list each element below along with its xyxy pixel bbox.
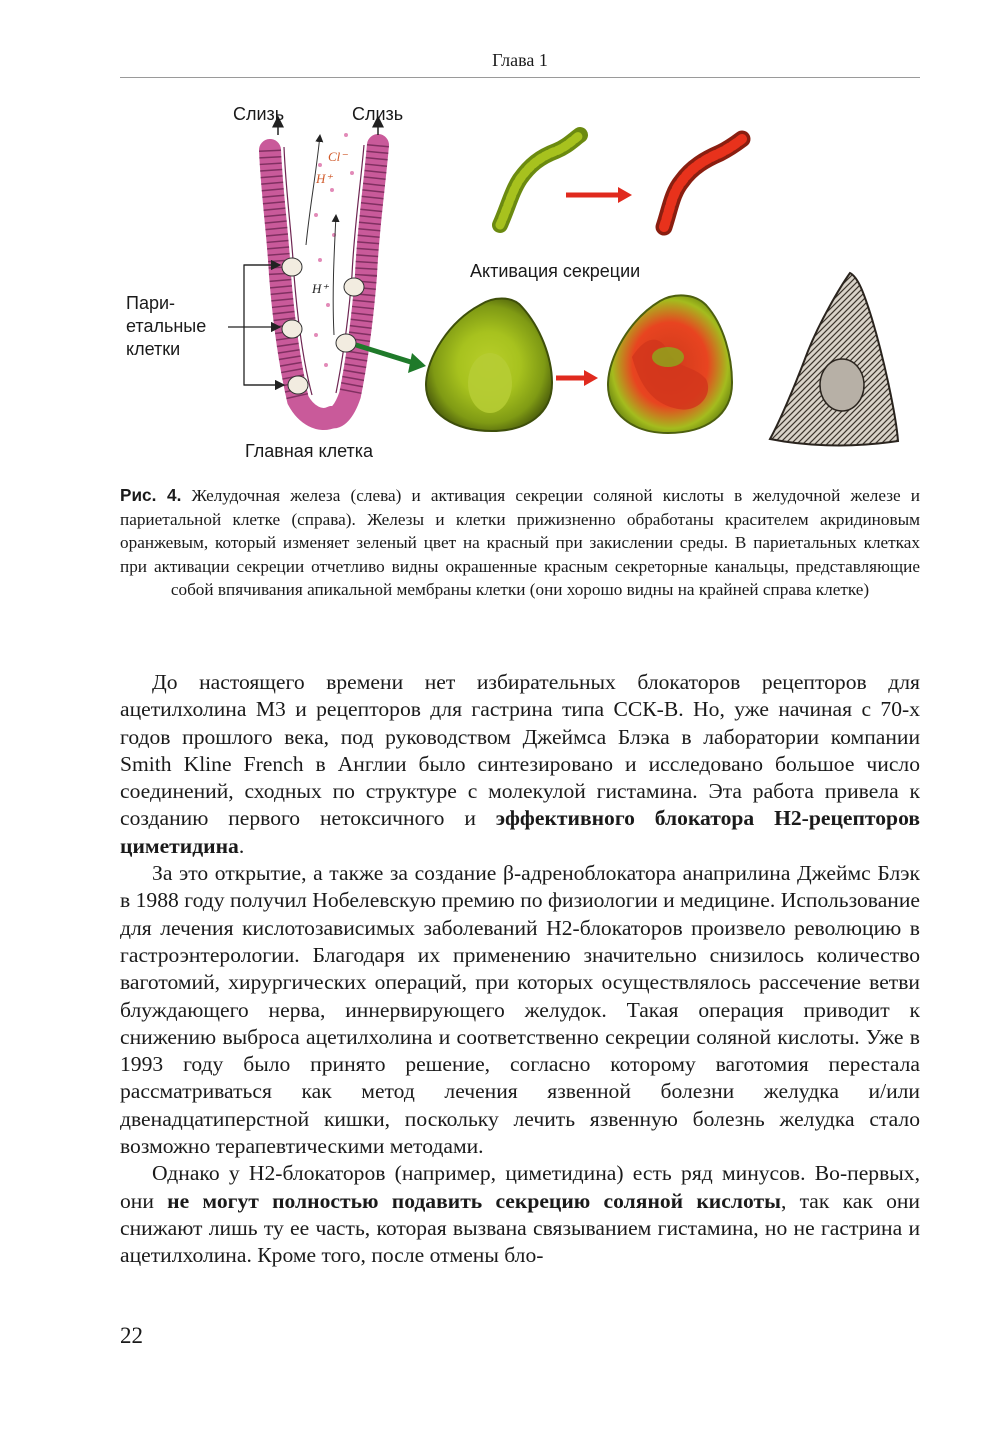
caption-label: Рис. 4. — [120, 485, 182, 505]
label-secretion-activation: Активация секреции — [470, 261, 641, 281]
label-chief-cell: Главная клетка — [245, 441, 374, 461]
label-h-ion-mid: H⁺ — [312, 281, 329, 296]
gland-red — [664, 139, 742, 227]
gastric-gland-diagram — [228, 117, 426, 419]
caption-text: Желудочная железа (слева) и активация секреции соляной кислоты в желудочной железе и париетальной клетке (справа). Железы и клетки прижизненно обработаны красителем акридиновым оранжевым, который изменяет зеленый цвет на красный при закислении среды. В париетальных клетках при активации секреции отчетливо видны окрашенные красным секреторные канальцы, представляющие собой впячивания апикальной мембраны клетки (они хорошо видны на крайней справа клетке) — [120, 486, 921, 599]
paragraph-3-bold: не могут полностью подавить секрецию соляной кислоты — [167, 1188, 781, 1213]
label-mucus-left: Слизь — [233, 104, 285, 124]
paragraph-1 — [120, 669, 920, 860]
label-parietal-line3: клетки — [126, 339, 181, 359]
label-h-ion-top: H⁺ — [316, 171, 333, 186]
header-divider — [120, 77, 920, 78]
parietal-cell-red — [608, 295, 732, 433]
running-header: Глава 1 — [492, 50, 548, 70]
activation-arrow-top — [566, 187, 632, 203]
activation-arrow-bottom — [556, 370, 598, 386]
paragraph-1-text: До настоящего времени нет избирательных блокаторов рецепторов для ацетилхолина М3 и рецепторов для гастрина типа ССК-В. Но, уже начиная с 70-х годов прошлого века, под руководством Джеймса Блэка в лаборатории компании Smith Kline French в Англии было синтезировано и исследовано большое число соединений, сходных по структуре с молекулой гистамина. Эта работа привела к созданию первого нетоксичного и — [120, 670, 920, 831]
figure-4 — [120, 95, 940, 475]
body-text — [120, 669, 920, 1270]
parietal-cell-green — [426, 299, 552, 432]
paragraph-3 — [120, 1160, 920, 1269]
paragraph-2: За это открытие, а также за создание β-адреноблокатора анаприлина Джеймс Блэк в 1988 году получил Нобелевскую премию по физиологии и медицине. Использование для лечения кислотозависимых заболеваний Н2-блокаторов произвело революцию в гастроэнтерологии. Благодаря их применению значительно снизилось количество ваготомий, хирургических операций, при которых осуществлялось рассечение ветви блуждающего нерва, иннервирующего желудок. Такая операция приводит к снижению выброса ацетилхолина и соответственно секреции соляной кислоты. Уже в 1993 году было принято решение, согласно которому ваготомия перестала рассматриваться как метод лечения язвенной болезни желудка и/или двенадцатиперстной кишки, поскольку лечить язвенную болезнь желудка стало возможно терапевтическими методами. — [120, 861, 920, 1159]
label-parietal-line1: Пари- — [126, 293, 176, 313]
figure-illustration — [120, 95, 940, 475]
figure-caption — [120, 484, 920, 602]
label-parietal-line2: етальные — [126, 316, 207, 336]
label-mucus-right: Слизь — [352, 104, 404, 124]
paragraph-3-text: Однако у Н2-блокаторов (например, циметидина) есть ряд минусов. Во-первых, они — [120, 1161, 920, 1213]
page-number: 22 — [120, 1323, 143, 1348]
paragraph-3-end: , так как они снижают лишь ту ее часть, которая вызвана связыванием гистамина, но не гастрина и ацетилхолина. Кроме того, после отмены бло- — [120, 1188, 920, 1268]
paragraph-1-bold: эффективного блокатора Н2-рецепторов циметидина — [120, 806, 920, 858]
paragraph-1-end: . — [238, 833, 245, 858]
parietal-cell-em — [770, 273, 898, 445]
label-cl-ion: Cl⁻ — [328, 149, 348, 164]
gland-green — [500, 135, 580, 225]
